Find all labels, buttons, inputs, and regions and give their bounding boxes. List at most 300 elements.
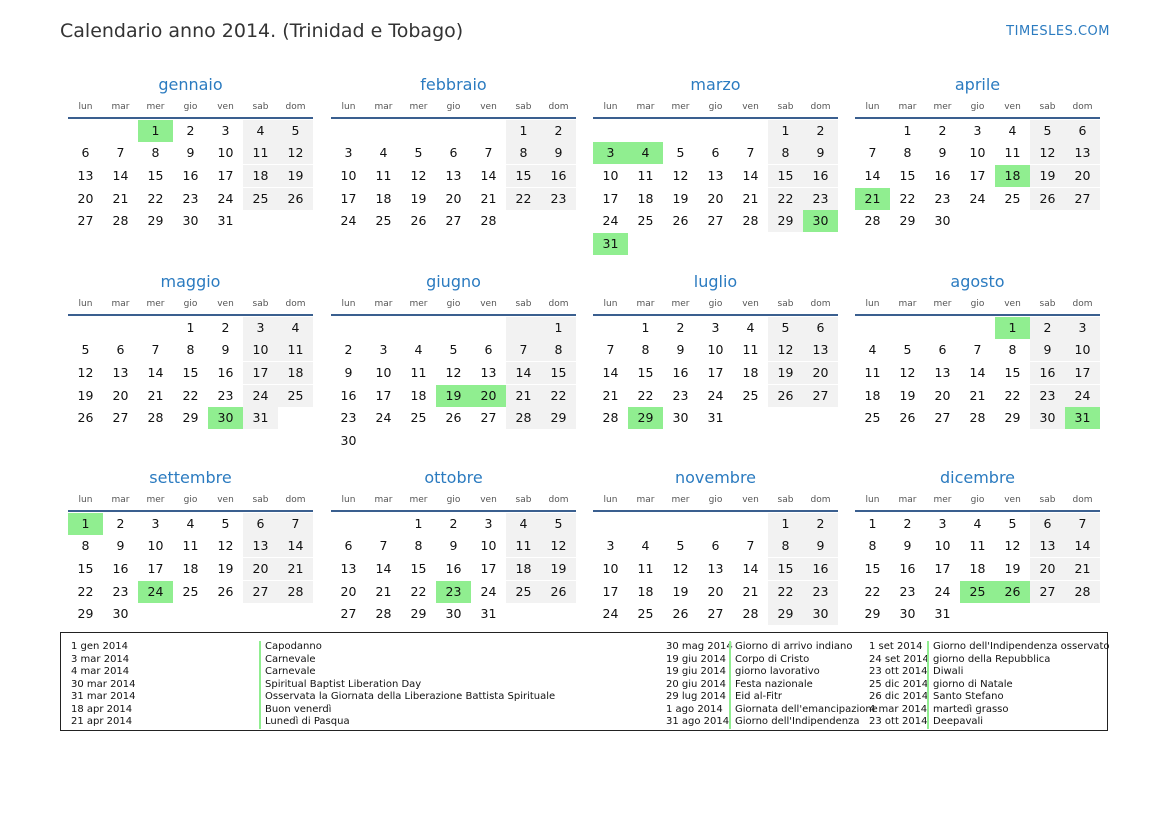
empty-cell [366, 430, 401, 452]
day-cell: 16 [340, 387, 357, 403]
day-cell: 1 [768, 513, 803, 535]
weekday-label: mer [409, 299, 428, 309]
day-cell: 6 [803, 317, 838, 339]
day-cell: 21 [147, 387, 164, 403]
day-cell: 20 [1065, 165, 1100, 187]
day-cell: 31 [217, 213, 234, 229]
day-cell: 17 [480, 560, 497, 576]
legend-holiday-date: 19 giu 2014 [666, 666, 726, 677]
day-cell: 22 [147, 190, 164, 206]
legend-holiday-date: 21 apr 2014 [71, 716, 133, 727]
site-link[interactable]: TIMESLES.COM [1006, 24, 1110, 39]
day-cell: 30 [803, 210, 838, 232]
day-cell: 21 [602, 387, 619, 403]
day-cell: 1 [541, 317, 576, 339]
day-cell: 1 [641, 319, 650, 335]
day-cell: 27 [1030, 581, 1065, 603]
day-cell: 15 [410, 560, 427, 576]
day-cell: 2 [186, 122, 195, 138]
week-row [593, 362, 838, 384]
day-cell: 9 [541, 142, 576, 164]
day-cell: 27 [480, 410, 497, 426]
empty-cell [663, 513, 698, 535]
empty-cell [138, 603, 173, 625]
weekday-label: gio [970, 299, 985, 309]
day-cell: 13 [934, 364, 951, 380]
day-cell: 26 [672, 606, 689, 622]
day-cell: 19 [1030, 165, 1065, 187]
weekday-label: mer [933, 299, 952, 309]
day-cell: 27 [707, 213, 724, 229]
day-cell: 17 [375, 387, 392, 403]
weekday-label: ven [480, 102, 497, 112]
empty-cell [436, 120, 471, 142]
day-cell: 17 [934, 560, 951, 576]
day-cell: 17 [1065, 362, 1100, 384]
weekday-label: sab [515, 102, 532, 112]
weekday-label: gio [183, 495, 198, 505]
day-cell: 18 [637, 190, 654, 206]
day-cell: 29 [410, 606, 427, 622]
weekday-label: lun [865, 495, 880, 505]
month-dicembre [855, 465, 1100, 625]
day-cell: 4 [868, 342, 877, 358]
day-cell: 17 [602, 190, 619, 206]
empty-cell [471, 120, 506, 142]
legend-holiday-name: Deepavali [927, 716, 1110, 729]
day-cell: 15 [147, 167, 164, 183]
empty-cell [506, 210, 541, 232]
weekday-label: sab [252, 102, 269, 112]
day-cell: 18 [375, 190, 392, 206]
legend-holiday-date: 1 ago 2014 [666, 703, 723, 715]
day-cell: 24 [243, 385, 278, 407]
day-cell: 7 [151, 342, 160, 358]
month-ottobre [331, 465, 576, 625]
day-cell: 21 [1065, 558, 1100, 580]
day-cell: 17 [217, 167, 234, 183]
day-cell: 3 [593, 142, 628, 164]
day-cell: 15 [637, 364, 654, 380]
legend-holiday-name: Diwali [927, 666, 1110, 679]
week-row [593, 210, 838, 232]
week-row [68, 385, 313, 407]
weekday-label: mer [146, 102, 165, 112]
weekday-label: lun [78, 299, 93, 309]
day-cell: 22 [182, 387, 199, 403]
day-cell: 22 [541, 385, 576, 407]
day-cell: 29 [768, 603, 803, 625]
empty-cell [243, 210, 278, 232]
day-cell: 26 [672, 213, 689, 229]
weekday-label: dom [810, 495, 831, 505]
legend-holiday-name: Capodanno [259, 641, 555, 654]
day-cell: 6 [484, 342, 493, 358]
legend-holiday-date: 29 lug 2014 [666, 691, 726, 702]
legend-dates-2 [666, 641, 733, 729]
page-title: Calendario anno 2014. (Trinidad e Tobago) [60, 20, 464, 42]
day-cell: 13 [1065, 142, 1100, 164]
day-cell: 28 [969, 410, 986, 426]
weekday-label: ven [217, 102, 234, 112]
weekday-label: dom [548, 495, 569, 505]
day-cell: 21 [969, 387, 986, 403]
day-cell: 15 [864, 560, 881, 576]
week-row [593, 233, 838, 255]
day-cell: 30 [445, 606, 462, 622]
week-row [855, 362, 1100, 384]
day-cell: 27 [934, 410, 951, 426]
day-cell: 21 [375, 583, 392, 599]
empty-cell [768, 407, 803, 429]
day-cell: 19 [77, 387, 94, 403]
day-cell: 28 [864, 213, 881, 229]
weekday-label: sab [777, 495, 794, 505]
weekday-label: gio [970, 495, 985, 505]
day-cell: 23 [182, 190, 199, 206]
month-agosto [855, 269, 1100, 429]
day-cell: 25 [1004, 190, 1021, 206]
day-cell: 4 [641, 538, 650, 554]
week-row [855, 581, 1100, 603]
day-cell: 9 [186, 145, 195, 161]
weekday-label: sab [1039, 299, 1056, 309]
day-cell: 20 [340, 583, 357, 599]
weekday-label: sab [777, 102, 794, 112]
week-row [331, 339, 576, 361]
day-cell: 12 [410, 167, 427, 183]
day-cell: 8 [868, 538, 877, 554]
day-cell: 29 [768, 210, 803, 232]
legend-dates-1 [71, 641, 136, 729]
day-cell: 14 [864, 167, 881, 183]
day-cell: 7 [868, 145, 877, 161]
weekday-label: mar [374, 495, 393, 505]
day-cell: 3 [711, 319, 720, 335]
legend-holiday-name: martedì grasso [927, 704, 1110, 717]
empty-cell [855, 317, 890, 339]
week-row [331, 210, 576, 232]
day-cell: 27 [1065, 188, 1100, 210]
day-cell: 29 [864, 606, 881, 622]
legend-holiday-name: Lunedì di Pasqua [259, 716, 555, 729]
day-cell: 5 [1008, 515, 1017, 531]
day-cell: 21 [742, 583, 759, 599]
week-row [68, 210, 313, 232]
week-row [855, 407, 1100, 429]
empty-cell [768, 233, 803, 255]
day-cell: 18 [742, 364, 759, 380]
week-row [593, 188, 838, 210]
legend-holiday-date: 4 mar 2014 [869, 703, 928, 715]
day-cell: 31 [707, 410, 724, 426]
weekday-label: dom [285, 102, 306, 112]
day-cell: 8 [641, 342, 650, 358]
day-cell: 2 [116, 515, 125, 531]
month-name: novembre [674, 468, 757, 487]
day-cell: 15 [506, 165, 541, 187]
empty-cell [436, 430, 471, 452]
legend-holiday-name: Giorno di arrivo indiano [729, 641, 878, 654]
empty-cell [1030, 603, 1065, 625]
empty-cell [278, 603, 313, 625]
day-cell: 25 [410, 410, 427, 426]
week-row [331, 535, 576, 557]
day-cell: 25 [637, 213, 654, 229]
day-cell: 10 [147, 538, 164, 554]
month-name: luglio [693, 272, 738, 291]
weekday-label: sab [252, 299, 269, 309]
weekday-label: gio [708, 495, 723, 505]
day-cell: 14 [1065, 535, 1100, 557]
month-novembre [593, 465, 838, 625]
week-row [593, 407, 838, 429]
empty-cell [401, 430, 436, 452]
day-cell: 8 [81, 538, 90, 554]
day-cell: 28 [506, 407, 541, 429]
day-cell: 2 [903, 515, 912, 531]
day-cell: 13 [803, 339, 838, 361]
day-cell: 5 [903, 342, 912, 358]
weekday-label: gio [446, 299, 461, 309]
day-cell: 4 [506, 513, 541, 535]
legend-dates-3 [869, 641, 929, 729]
empty-cell [331, 120, 366, 142]
day-cell: 20 [445, 190, 462, 206]
weekday-header [593, 297, 838, 316]
day-cell: 22 [410, 583, 427, 599]
legend-names-3 [927, 641, 1110, 729]
empty-cell [960, 603, 995, 625]
day-cell: 15 [1004, 364, 1021, 380]
day-cell: 30 [1030, 407, 1065, 429]
empty-cell [733, 513, 768, 535]
day-cell: 7 [746, 538, 755, 554]
day-cell: 8 [151, 145, 160, 161]
day-cell: 10 [602, 167, 619, 183]
day-cell: 30 [803, 603, 838, 625]
day-cell: 21 [506, 385, 541, 407]
day-cell: 10 [375, 364, 392, 380]
weekday-label: lun [78, 102, 93, 112]
day-cell: 3 [1065, 317, 1100, 339]
legend-holiday-date: 19 giu 2014 [666, 653, 726, 665]
month-marzo [593, 72, 838, 255]
month-name: gennaio [158, 75, 223, 94]
legend-holiday-name: Spiritual Baptist Liberation Day [259, 679, 555, 692]
day-cell: 17 [707, 364, 724, 380]
day-cell: 27 [243, 581, 278, 603]
weekday-label: mar [636, 299, 655, 309]
empty-cell [593, 317, 628, 339]
weekday-header [68, 493, 313, 512]
week-row [68, 513, 313, 535]
day-cell: 3 [606, 538, 615, 554]
week-row [593, 339, 838, 361]
day-cell: 20 [77, 190, 94, 206]
empty-cell [506, 430, 541, 452]
day-cell: 10 [480, 538, 497, 554]
day-cell: 30 [672, 410, 689, 426]
day-cell: 9 [803, 142, 838, 164]
day-cell: 22 [768, 188, 803, 210]
day-cell: 1 [68, 513, 103, 535]
week-row [855, 385, 1100, 407]
week-row [593, 581, 838, 603]
day-cell: 7 [1065, 513, 1100, 535]
day-cell: 3 [379, 342, 388, 358]
empty-cell [663, 120, 698, 142]
weekday-label: gio [183, 102, 198, 112]
legend-holiday-date: 1 gen 2014 [71, 641, 129, 652]
week-row [593, 165, 838, 187]
day-cell: 9 [938, 145, 947, 161]
weekday-label: mar [898, 102, 917, 112]
day-cell: 4 [746, 319, 755, 335]
day-cell: 5 [81, 342, 90, 358]
day-cell: 28 [375, 606, 392, 622]
weekday-label: ven [742, 299, 759, 309]
day-cell: 7 [379, 538, 388, 554]
day-cell: 1 [506, 120, 541, 142]
day-cell: 19 [899, 387, 916, 403]
day-cell: 31 [480, 606, 497, 622]
week-row [855, 603, 1100, 625]
legend-holiday-name: Giorno dell'Indipendenza [729, 716, 878, 729]
weekday-label: dom [1072, 299, 1093, 309]
month-giugno [331, 269, 576, 452]
weekday-label: lun [78, 495, 93, 505]
day-cell: 29 [182, 410, 199, 426]
weekday-label: lun [341, 102, 356, 112]
day-cell: 22 [1004, 387, 1021, 403]
day-cell: 24 [969, 190, 986, 206]
empty-cell [173, 603, 208, 625]
empty-cell [628, 513, 663, 535]
legend-holiday-name: Giorno dell'Indipendenza osservato [927, 641, 1110, 654]
day-cell: 27 [340, 606, 357, 622]
weekday-label: ven [1004, 495, 1021, 505]
week-row [68, 317, 313, 339]
week-row [331, 513, 576, 535]
legend-holiday-date: 31 mar 2014 [71, 691, 136, 702]
day-cell: 11 [969, 538, 986, 554]
week-row [331, 142, 576, 164]
day-cell: 7 [973, 342, 982, 358]
day-cell: 6 [1030, 513, 1065, 535]
day-cell: 25 [278, 385, 313, 407]
week-row [331, 165, 576, 187]
day-cell: 31 [934, 606, 951, 622]
week-row [68, 188, 313, 210]
day-cell: 8 [1008, 342, 1017, 358]
day-cell: 10 [969, 145, 986, 161]
day-cell: 15 [182, 364, 199, 380]
empty-cell [331, 317, 366, 339]
week-row [331, 120, 576, 142]
week-row [68, 339, 313, 361]
day-cell: 22 [864, 583, 881, 599]
day-cell: 21 [480, 190, 497, 206]
day-cell: 8 [768, 535, 803, 557]
week-row [331, 581, 576, 603]
day-cell: 2 [344, 342, 353, 358]
empty-cell [103, 317, 138, 339]
day-cell: 3 [221, 122, 230, 138]
day-cell: 5 [768, 317, 803, 339]
empty-cell [471, 317, 506, 339]
day-cell: 31 [243, 407, 278, 429]
day-cell: 7 [506, 339, 541, 361]
day-cell: 6 [1065, 120, 1100, 142]
day-cell: 1 [138, 120, 173, 142]
day-cell: 9 [1030, 339, 1065, 361]
day-cell: 13 [340, 560, 357, 576]
weekday-header [68, 297, 313, 316]
legend-names-2 [729, 641, 878, 729]
day-cell: 15 [768, 165, 803, 187]
day-cell: 30 [112, 606, 129, 622]
weekday-label: mar [898, 495, 917, 505]
weekday-label: sab [252, 495, 269, 505]
weekday-label: lun [865, 299, 880, 309]
day-cell: 15 [77, 560, 94, 576]
empty-cell [995, 603, 1030, 625]
day-cell: 8 [506, 142, 541, 164]
day-cell: 13 [445, 167, 462, 183]
month-name: maggio [160, 272, 221, 291]
empty-cell [278, 407, 313, 429]
day-cell: 26 [410, 213, 427, 229]
day-cell: 13 [1030, 535, 1065, 557]
day-cell: 18 [637, 583, 654, 599]
legend-holiday-name: Santo Stefano [927, 691, 1110, 704]
day-cell: 24 [1065, 385, 1100, 407]
empty-cell [960, 317, 995, 339]
day-cell: 10 [340, 167, 357, 183]
week-row [593, 603, 838, 625]
week-row [331, 558, 576, 580]
weekday-label: lun [865, 102, 880, 112]
day-cell: 16 [445, 560, 462, 576]
day-cell: 12 [899, 364, 916, 380]
day-cell: 6 [711, 538, 720, 554]
legend-holiday-name: Carnevale [259, 654, 555, 667]
day-cell: 17 [969, 167, 986, 183]
month-settembre [68, 465, 313, 625]
day-cell: 20 [707, 583, 724, 599]
empty-cell [733, 407, 768, 429]
day-cell: 30 [208, 407, 243, 429]
empty-cell [698, 233, 733, 255]
weekday-header [68, 100, 313, 119]
day-cell: 9 [903, 538, 912, 554]
legend-holiday-date: 30 mag 2014 [666, 641, 733, 652]
weekday-label: sab [1039, 495, 1056, 505]
month-name: ottobre [424, 468, 483, 487]
legend-holiday-name: Eid al-Fitr [729, 691, 878, 704]
weekday-label: mar [111, 495, 130, 505]
day-cell: 23 [217, 387, 234, 403]
weekday-label: sab [1039, 102, 1056, 112]
day-cell: 17 [340, 190, 357, 206]
legend-holiday-name: Giornata dell'emancipazione [729, 704, 878, 717]
day-cell: 21 [855, 188, 890, 210]
day-cell: 25 [506, 581, 541, 603]
day-cell: 22 [506, 188, 541, 210]
day-cell: 2 [803, 120, 838, 142]
weekday-label: mer [671, 495, 690, 505]
